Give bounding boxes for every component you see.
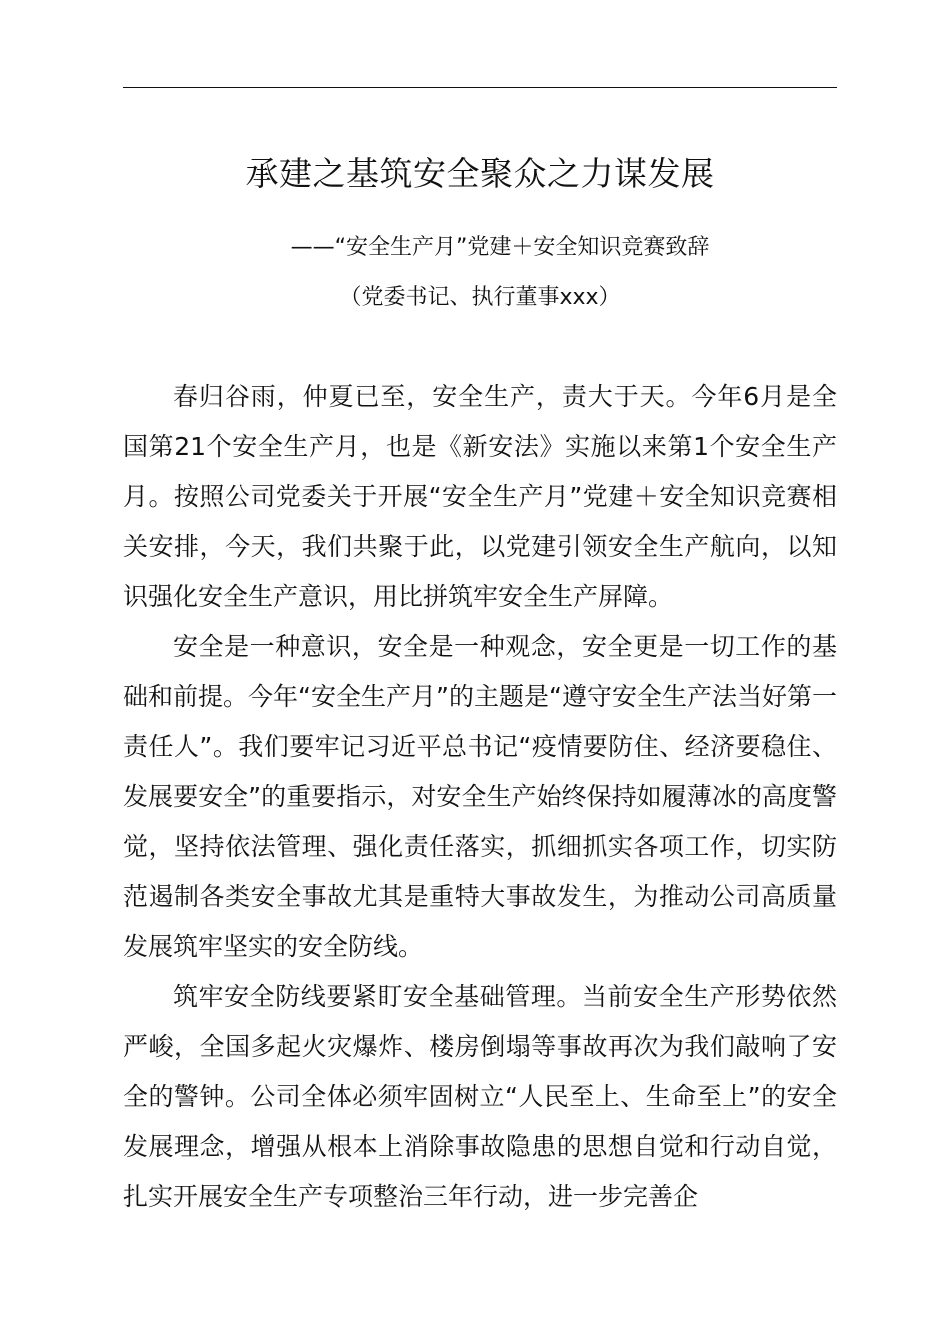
document-byline: （党委书记、执行董事xxx） [339, 285, 621, 310]
body-paragraph: 春归谷雨，仲夏已至，安全生产，责大于天。今年6月是全国第21个安全生产月，也是《新安法》实施以来第1个安全生产月。按照公司党委关于开展“安全生产月”党建＋安全知识竞赛相关安排，今天，我们共聚于此，以党建引领安全生产航向，以知识强化安全生产意识，用比拼筑牢安全生产屏障。 [123, 382, 837, 611]
document-subtitle: ——“安全生产月”党建＋安全知识竞赛致辞 [290, 235, 710, 260]
document-title: 承建之基筑安全聚众之力谋发展 [245, 154, 715, 193]
document-body [123, 372, 837, 1222]
body-paragraph: 筑牢安全防线要紧盯安全基础管理。当前安全生产形势依然严峻，全国多起火灾爆炸、楼房倒塌等事故再次为我们敲响了安全的警钟。公司全体必须牢固树立“人民至上、生命至上”的安全发展理念，增强从根本上消除事故隐患的思想自觉和行动自觉，扎实开展安全生产专项整治三年行动，进一步完善企 [123, 982, 837, 1211]
body-paragraph: 安全是一种意识，安全是一种观念，安全更是一切工作的基础和前提。今年“安全生产月”的主题是“遵守安全生产法当好第一责任人”。我们要牢记习近平总书记“疫情要防住、经济要稳住、发展要安全”的重要指示，对安全生产始终保持如履薄冰的高度警觉，坚持依法管理、强化责任落实，抓细抓实各项工作，切实防范遏制各类安全事故尤其是重特大事故发生，为推动公司高质量发展筑牢坚实的安全防线。 [123, 632, 837, 961]
header-rule [123, 87, 837, 88]
